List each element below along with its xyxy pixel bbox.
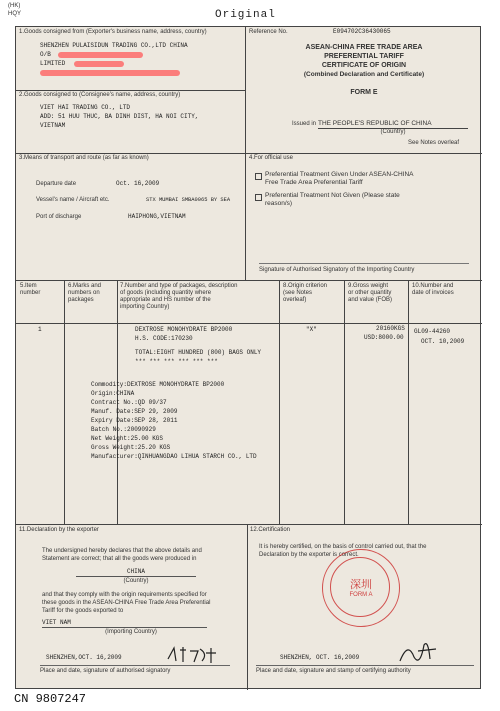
col5-header-line2: number bbox=[20, 290, 41, 296]
form-code-line2: HQY bbox=[8, 11, 22, 17]
divider bbox=[247, 524, 248, 690]
box2-label: 2.Goods consigned to (Consignee's name, address, country) bbox=[19, 92, 181, 98]
discharge-label: Port of discharge bbox=[36, 214, 82, 220]
col6-header-line3: packages bbox=[68, 297, 94, 303]
exporter-line3: LIMITED bbox=[40, 60, 66, 67]
invoice-date: OCT. 10,2009 bbox=[421, 338, 465, 345]
form-name: FORM E bbox=[350, 89, 378, 96]
certifier-signature bbox=[394, 637, 444, 667]
col7-header-line1: 7.Number and type of packages, description bbox=[120, 283, 238, 289]
gross-weight: 20160KGS bbox=[376, 325, 405, 332]
importing-country: VIET NAM bbox=[42, 619, 207, 628]
divider bbox=[245, 153, 246, 280]
certification-text1: It is hereby certified, on the basis of control carried out, that the bbox=[259, 544, 427, 550]
reference-number: E094702C36430065 bbox=[333, 28, 391, 35]
box3-label: 3.Means of transport and route (as far as known) bbox=[19, 155, 149, 161]
col6-header-line2: numbers on bbox=[68, 290, 100, 296]
fob-value: USD:8000.00 bbox=[364, 334, 404, 341]
importing-country-caption: (Importing Country) bbox=[105, 629, 157, 635]
see-notes: See Notes overleaf bbox=[408, 140, 460, 146]
col7-header-line2: of goods (including quantity where bbox=[120, 290, 212, 296]
detail-gross-weight: Gross Weight:25.20 KGS bbox=[91, 444, 171, 451]
exporter-line2: O/B bbox=[40, 51, 51, 58]
title-line3: CERTIFICATE OF ORIGIN bbox=[321, 62, 407, 69]
stamp-city: 深圳 bbox=[350, 578, 372, 591]
col9-header-line3: and value (FOB) bbox=[348, 297, 393, 303]
item-number: 1 bbox=[38, 326, 42, 333]
issued-in-label: Issued in bbox=[292, 121, 317, 127]
certifier-signature-caption: Place and date, signature and stamp of certifying authority bbox=[256, 668, 411, 674]
certifier-place-date: SHENZHEN, OCT. 16,2009 bbox=[280, 654, 360, 661]
goods-description: DEXTROSE MONOHYDRATE BP2000 bbox=[135, 326, 233, 333]
divider bbox=[16, 153, 482, 154]
official-stamp bbox=[322, 549, 400, 627]
checkbox-treatment-not-given[interactable] bbox=[255, 194, 262, 201]
divider bbox=[16, 323, 482, 324]
redaction-mark bbox=[58, 52, 143, 58]
country-caption: (Country) bbox=[380, 129, 406, 135]
serial-number: CN 9807247 bbox=[14, 692, 87, 706]
title-line1: ASEAN-CHINA FREE TRADE AREA bbox=[305, 44, 423, 51]
exporter-signature-line bbox=[40, 665, 230, 666]
checkbox-treatment-given[interactable] bbox=[255, 173, 262, 180]
declaration-text5: Tariff for the goods exported to bbox=[42, 608, 124, 614]
col8-header-line1: 8.Origin criterion bbox=[283, 283, 328, 289]
goods-total: TOTAL:EIGHT HUNDRED (800) BAGS ONLY bbox=[135, 349, 262, 356]
redaction-mark bbox=[74, 61, 124, 67]
redaction-mark bbox=[40, 70, 180, 76]
certification-text2: Declaration by the exporter is correct. bbox=[259, 552, 359, 558]
issued-in-country: THE PEOPLE'S REPUBLIC OF CHINA bbox=[318, 120, 468, 129]
declaration-text4: these goods in the ASEAN-CHINA Free Trade Area Preferential bbox=[42, 600, 211, 606]
exporter-signature-caption: Place and date, signature of authorised signatory bbox=[40, 668, 171, 674]
box12-label: 12.Certification bbox=[250, 527, 291, 533]
consignee-name: VIET HAI TRADING CO., LTD bbox=[40, 104, 131, 111]
departure-date: Oct. 16,2009 bbox=[116, 180, 160, 187]
divider bbox=[16, 280, 482, 281]
col9-header-line2: or other quantity bbox=[348, 290, 392, 296]
hs-code: H.S. CODE:170230 bbox=[135, 335, 193, 342]
treatment-given-line2: Free Trade Area Preferential Tariff bbox=[265, 179, 363, 186]
importer-signature-line bbox=[259, 263, 469, 264]
detail-manufacturer: Manufacturer:QINHUANGDAO LIHUA STARCH CO., LTD bbox=[91, 453, 257, 460]
col7-header-line4: importing Country) bbox=[120, 304, 170, 310]
departure-label: Departure date bbox=[36, 181, 77, 187]
vessel-name: STX MUMBAI SMBA0065 BY SEA bbox=[146, 197, 231, 203]
certificate-form bbox=[15, 26, 481, 689]
goods-stars: *** *** *** *** *** *** bbox=[135, 358, 218, 365]
detail-net-weight: Net Weight:25.00 KGS bbox=[91, 435, 164, 442]
detail-manuf-date: Manuf. Date:SEP 29, 2009 bbox=[91, 408, 178, 415]
exporter-place-date: SHENZHEN,OCT. 16,2009 bbox=[46, 654, 122, 661]
original-title: Original bbox=[215, 9, 276, 21]
divider bbox=[279, 280, 280, 524]
declaration-text1: The undersigned hereby declares that the above details and bbox=[42, 548, 202, 554]
treatment-not-given-line2: reason/s) bbox=[265, 200, 293, 207]
detail-expiry-date: Expiry Date:SEP 28, 2011 bbox=[91, 417, 178, 424]
col8-header-line3: overleaf) bbox=[283, 297, 307, 303]
production-country-caption: (Country) bbox=[123, 578, 149, 584]
vessel-label: Vessel's name / Aircraft etc. bbox=[36, 197, 110, 203]
treatment-not-given-line1: Preferential Treatment Not Given (Please state bbox=[265, 192, 400, 199]
col10-header-line2: date of invoices bbox=[412, 290, 454, 296]
declaration-text2: Statement are correct; that all the goods were produced in bbox=[42, 556, 197, 562]
detail-origin: Origin:CHINA bbox=[91, 390, 135, 397]
origin-criterion: "X" bbox=[306, 326, 317, 333]
form-code-line1: (HK) bbox=[8, 3, 21, 9]
exporter-signature bbox=[164, 645, 224, 665]
detail-contract: Contract No.:QD 09/37 bbox=[91, 399, 167, 406]
col8-header-line2: (see Notes bbox=[283, 290, 313, 296]
divider bbox=[16, 90, 245, 91]
col10-header-line1: 10.Number and bbox=[412, 283, 454, 289]
stamp-form-label: FORM A bbox=[349, 592, 373, 598]
title-line2: PREFERENTIAL TARIFF bbox=[324, 53, 404, 60]
box4-label: 4.For official use bbox=[249, 155, 293, 161]
invoice-number: GL09-44260 bbox=[414, 328, 451, 335]
reference-label: Reference No. bbox=[249, 29, 288, 35]
treatment-given-line1: Preferential Treatment Given Under ASEAN-CHINA bbox=[265, 171, 414, 178]
divider bbox=[64, 280, 65, 524]
box11-label: 11.Declaration by the exporter bbox=[19, 527, 99, 533]
col6-header-line1: 6.Marks and bbox=[68, 283, 102, 289]
importer-signature-caption: Signature of Authorised Signatory of the Importing Country bbox=[259, 267, 415, 273]
detail-commodity: Commodity:DEXTROSE MONOHYDRATE BP2000 bbox=[91, 381, 225, 388]
col9-header-line1: 9.Gross weight bbox=[348, 283, 389, 289]
discharge-port: HAIPHONG,VIETNAM bbox=[128, 213, 186, 220]
declaration-text3: and that they comply with the origin requirements specified for bbox=[42, 592, 207, 598]
consignee-address: ADD: 51 HUU THUC, BA DINH DIST, HA NOI CITY, bbox=[40, 113, 199, 120]
divider bbox=[408, 280, 409, 524]
consignee-country: VIETNAM bbox=[40, 122, 66, 129]
title-line4: (Combined Declaration and Certificate) bbox=[303, 71, 425, 78]
production-country: CHINA bbox=[76, 568, 196, 577]
divider bbox=[344, 280, 345, 524]
box1-label: 1.Goods consigned from (Exporter's business name, address, country) bbox=[19, 29, 207, 35]
exporter-name: SHENZHEN PULAISIDUN TRADING CO.,LTD CHINA bbox=[40, 42, 188, 49]
col7-header-line3: appropriate and HS number of the bbox=[120, 297, 211, 303]
detail-batch: Batch No.:20090929 bbox=[91, 426, 156, 433]
col5-header-line1: 5.Item bbox=[20, 283, 37, 289]
divider bbox=[16, 524, 482, 525]
